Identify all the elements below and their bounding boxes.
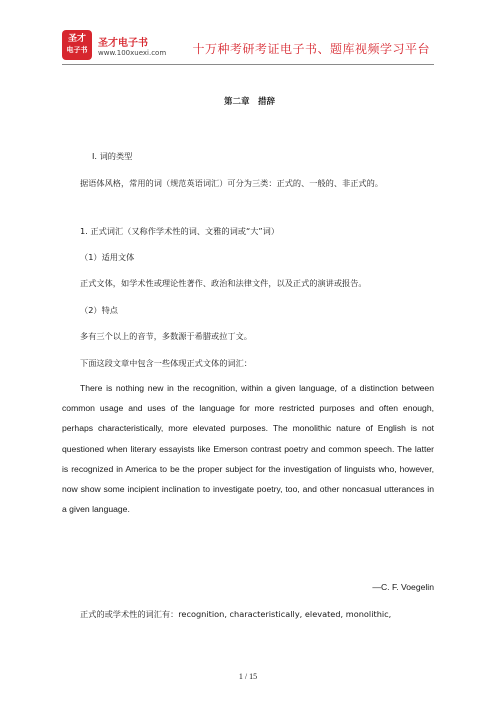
logo-line-2: 电子书	[66, 46, 88, 54]
intro-paragraph: 据语体风格，常用的词（规范英语词汇）可分为三类：正式的、一般的、非正式的。	[80, 178, 383, 188]
page-header	[62, 28, 434, 65]
chapter-title: 第二章 措辞	[224, 97, 276, 107]
quote-attribution: —C. F. Voegelin	[372, 582, 434, 592]
site-url[interactable]: www.100xuexi.com	[98, 49, 167, 57]
usage-text: 正式文体，如学术性或理论性著作、政治和法律文件，以及正式的演讲或报告。	[80, 278, 367, 288]
page-number: 1 / 15	[238, 672, 258, 681]
section-heading: Ⅰ. 词的类型	[92, 151, 133, 161]
example-intro: 下面这段文章中包含一些体现正式文体的词汇：	[80, 358, 252, 368]
subheading-features: （2）特点	[80, 305, 118, 315]
formal-words-line: 正式的或学术性的词汇有：recognition, characteristically, elevated, monolithic,	[80, 609, 392, 619]
subheading-formal-words: 1. 正式词汇（又称作学术性的词、文雅的词或“大”词）	[80, 226, 280, 236]
subheading-usage: （1）适用文体	[80, 252, 135, 262]
brand-name: 圣才电子书	[98, 38, 148, 49]
quoted-passage: There is nothing new in the recognition, within a given language, of a distinction between common usage and uses of the language for more restricted purposes and often enough, perhaps characteristically, more elevated purposes. The monolithic nature of English is not questioned when literary essayists like Emerson contrast poetry and common speech. The latter is recognized in America to be the proper subject for the investigation of linguists who, however, now show some incipient inclination to investigate poetry, too, and other noncasual utterances in a given language.	[62, 383, 434, 515]
logo-icon	[62, 30, 92, 60]
logo-line-1: 圣才	[67, 34, 86, 44]
features-text: 多有三个以上的音节，多数源于希腊或拉丁文。	[80, 331, 252, 341]
header-slogan: 十万种考研考证电子书、题库视频学习平台	[192, 42, 430, 56]
